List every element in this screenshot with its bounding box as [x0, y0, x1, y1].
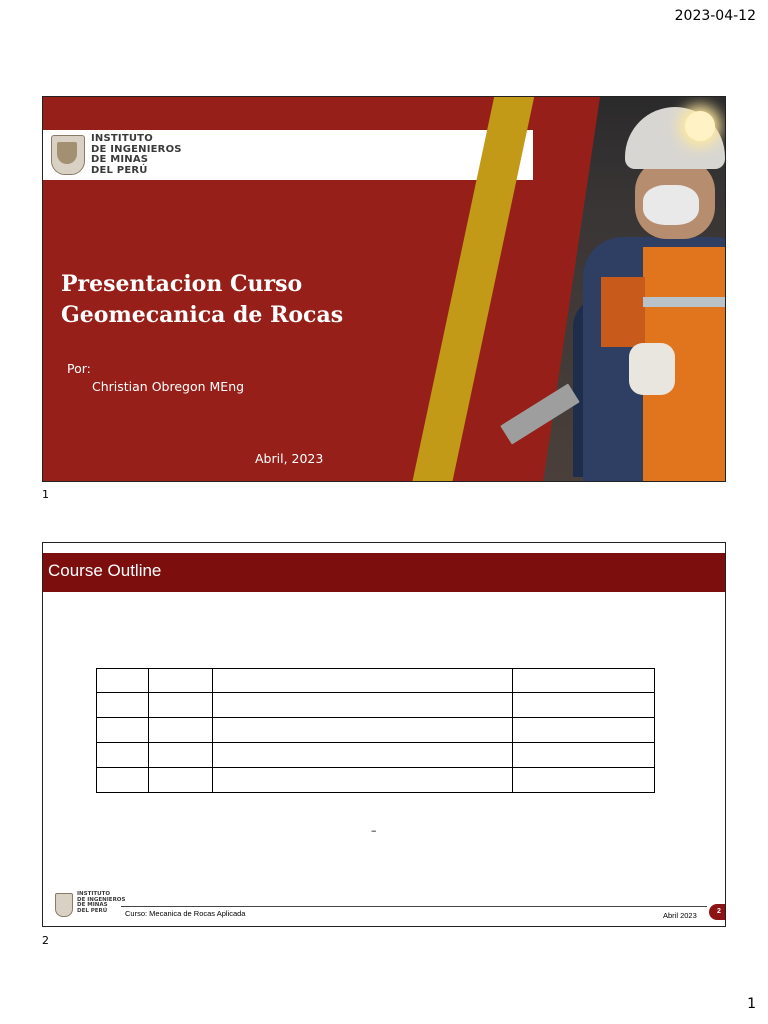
footer-crest-icon [55, 893, 73, 917]
slide-title: Presentacion Curso Geomecanica de Rocas [61, 271, 344, 328]
slide-number: 1 [42, 488, 49, 501]
outline-slide [42, 542, 726, 927]
table-row [97, 718, 655, 743]
author-name: Christian Obregon MEng [92, 379, 245, 394]
title-slide [42, 96, 726, 482]
table-row [97, 743, 655, 768]
footer-date: Abril 2023 [663, 911, 697, 920]
slide-title: Course Outline [48, 561, 162, 580]
outline-table [96, 668, 655, 793]
footer-page-badge: 2 [709, 904, 726, 920]
page-date: 2023-04-12 [674, 8, 756, 24]
miner-photo [543, 97, 726, 482]
por-label: Por: [67, 361, 91, 376]
footer-institute: INSTITUTO DE INGENIEROS DE MINAS DEL PERÚ [77, 891, 126, 914]
dash-mark: – [371, 824, 377, 837]
institute-name: INSTITUTO DE INGENIEROS DE MINAS DEL PERÚ [91, 133, 182, 176]
table-row [97, 669, 655, 693]
institute-crest-icon [51, 135, 85, 175]
slide-number: 2 [42, 934, 49, 947]
slide-date: Abril, 2023 [255, 451, 324, 466]
table-row [97, 693, 655, 718]
title-band [43, 553, 725, 592]
page-number: 1 [747, 996, 756, 1012]
footer-course: Curso: Mecanica de Rocas Aplicada [125, 909, 246, 918]
table-row [97, 768, 655, 793]
footer-divider [121, 906, 707, 907]
logo-band [43, 130, 533, 180]
